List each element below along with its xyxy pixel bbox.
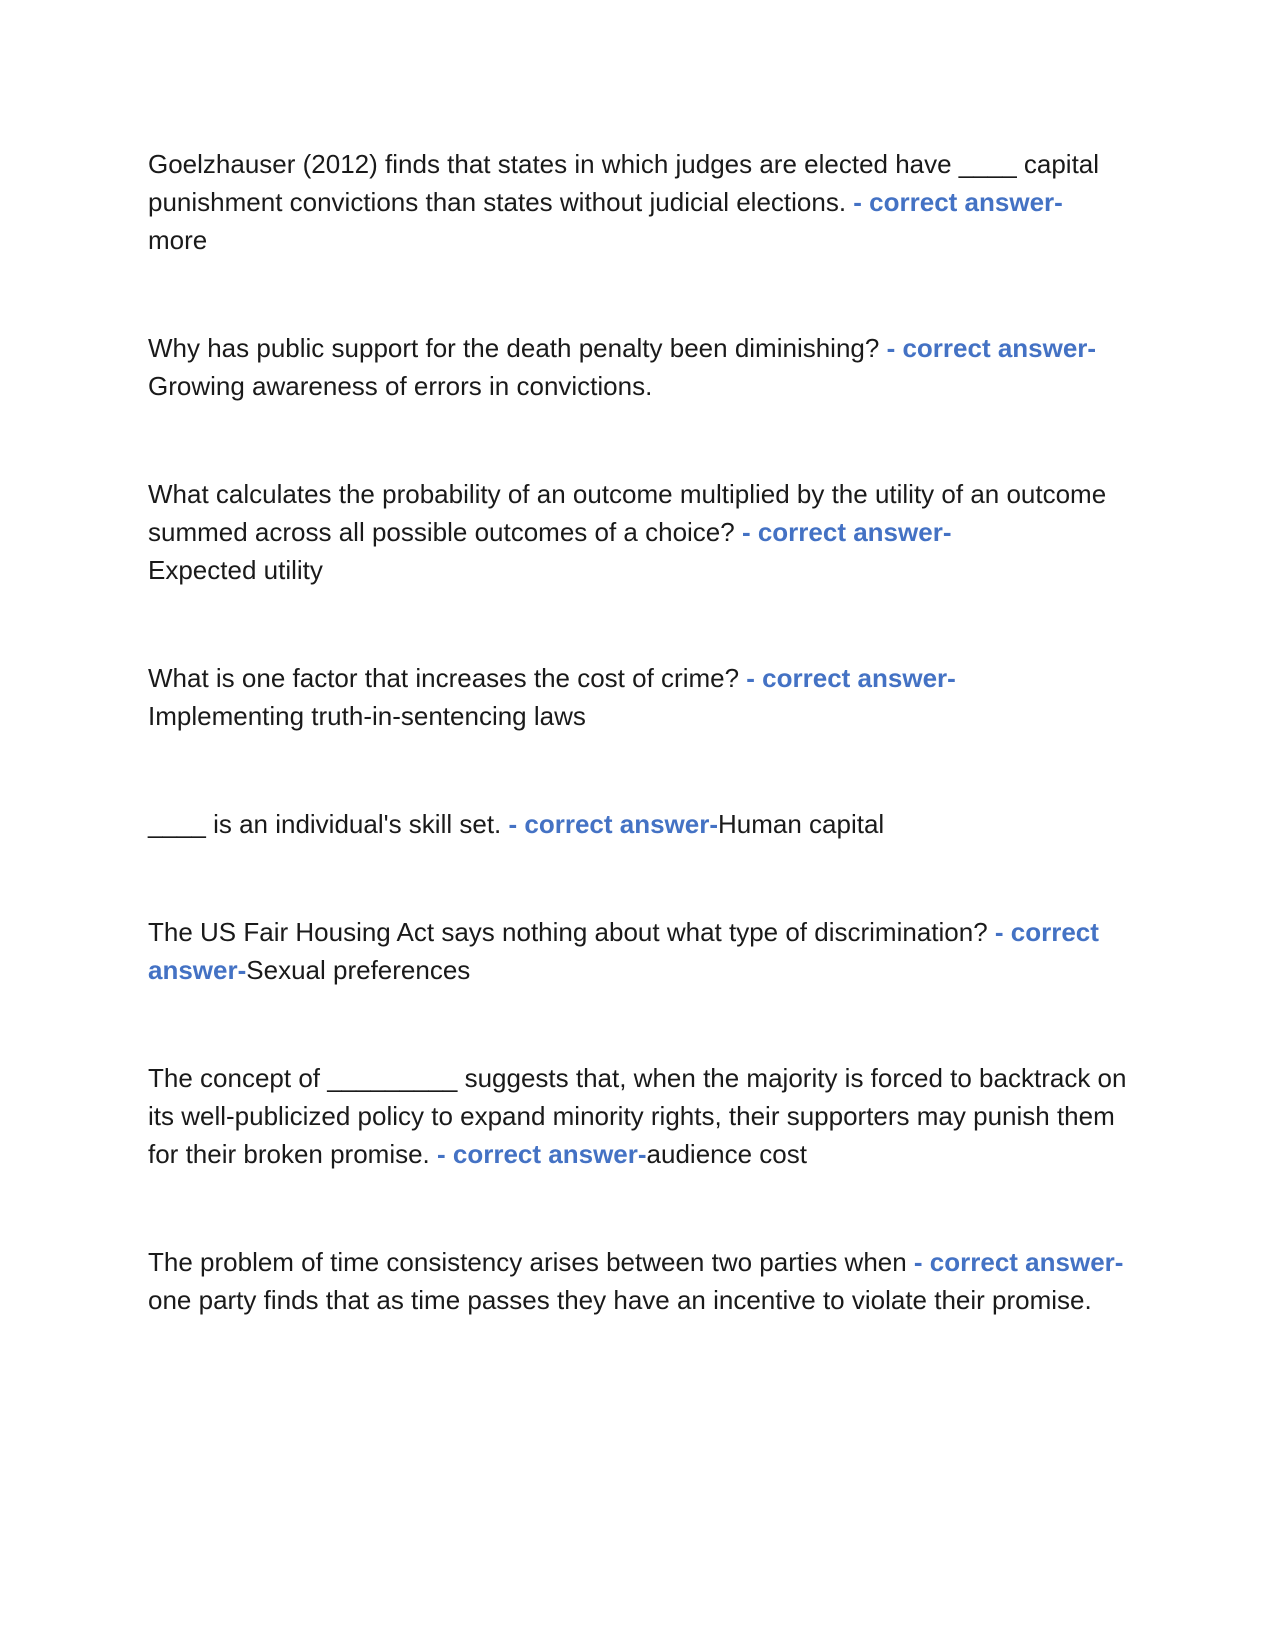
correct-answer-marker: - correct answer- (746, 663, 956, 693)
qa-item (148, 475, 1128, 589)
qa-item (148, 329, 1128, 405)
qa-item (148, 145, 1128, 259)
correct-answer-marker: - correct answer- (741, 517, 952, 547)
correct-answer-marker: - correct answer- (913, 1247, 1124, 1277)
answer-text: Sexual preferences (246, 955, 471, 985)
qa-item (148, 1243, 1128, 1319)
correct-answer-marker: - correct answer- (148, 917, 1099, 985)
correct-answer-marker: - correct answer- (853, 187, 1063, 217)
answer-text: one party finds that as time passes they have an incentive to violate their promise. (148, 1285, 1092, 1315)
qa-item (148, 1059, 1128, 1173)
qa-item (148, 805, 1128, 843)
correct-answer-marker: - correct answer- (886, 333, 1097, 363)
qa-item (148, 659, 1128, 735)
question-text: Why has public support for the death penalty been diminishing? (148, 333, 887, 363)
question-text: The concept of _________ suggests that, when the majority is forced to backtrack on its well-publicized policy to expand minority rights, their supporters may punish them for their broken promise. (148, 1063, 1127, 1169)
qa-item (148, 913, 1128, 989)
question-text: Goelzhauser (2012) finds that states in which judges are elected have ____ capital punishment convictions than states without judicial elections. (148, 149, 1100, 217)
answer-text: Expected utility (148, 555, 323, 585)
qa-list (148, 145, 1128, 1319)
correct-answer-marker: - correct answer- (508, 809, 719, 839)
question-text: ____ is an individual's skill set. (148, 809, 509, 839)
question-text: The problem of time consistency arises between two parties when (148, 1247, 914, 1277)
question-text: What calculates the probability of an outcome multiplied by the utility of an outcome summed across all possible outcomes of a choice? (148, 479, 1107, 547)
answer-text: more (148, 225, 208, 255)
question-text: The US Fair Housing Act says nothing about what type of discrimination? (148, 917, 995, 947)
question-text: What is one factor that increases the cost of crime? (148, 663, 747, 693)
answer-text: Implementing truth-in-sentencing laws (148, 701, 586, 731)
answer-text: Growing awareness of errors in convictions. (148, 371, 653, 401)
correct-answer-marker: - correct answer- (437, 1139, 647, 1169)
answer-text: audience cost (646, 1139, 807, 1169)
answer-text: Human capital (718, 809, 885, 839)
